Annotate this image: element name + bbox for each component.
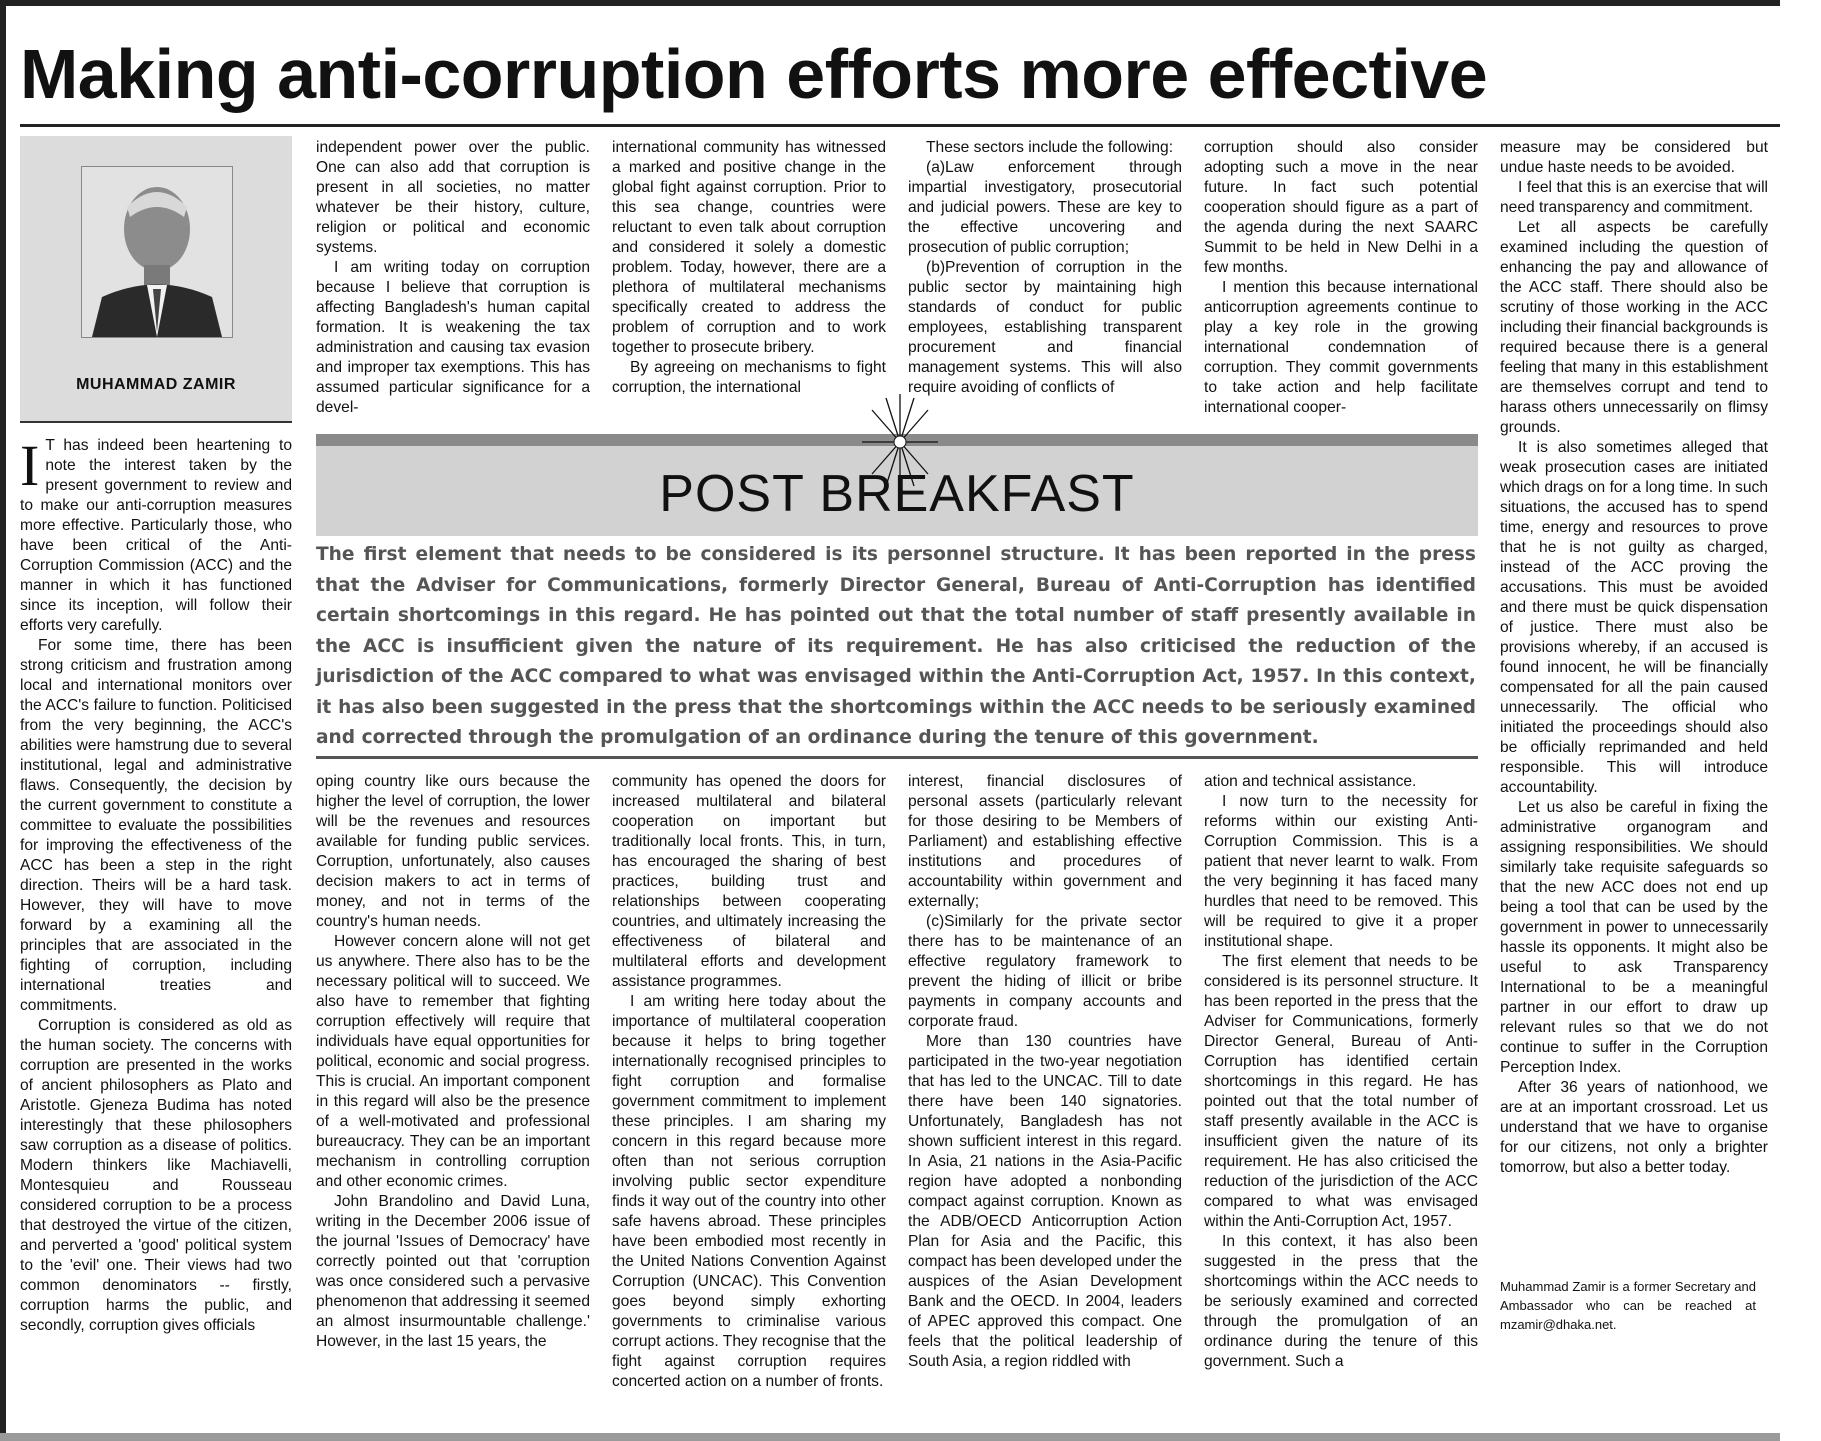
author-photo [81, 166, 233, 338]
paragraph: More than 130 countries have participated in the two-year negotiation that has led to the UNCAC. Till to date there have been 140 signatories. Unfortunately, Bangladesh has not shown sufficient interest in this regard. In Asia, 21 nations in the Asia-Pacific region have adopted a nonbonding compact against corruption. Known as the ADB/OECD Anticorruption Action Plan for Asia and the Pacific, this compact has been developed under the auspices of the Asian Development Bank and the OECD. In 2004, leaders of APEC approved this compact. One feels that the political leadership of South Asia, a region riddled with [908, 1033, 1182, 1370]
page-border-left [0, 0, 6, 1441]
paragraph: interest, financial disclosures of personal assets (particularly relevant for those desiring to be Members of Parliament) and establishing effective institutions and procedures of accountability within government and externally; [908, 773, 1182, 910]
paragraph: For some time, there has been strong criticism and frustration among local and international monitors over the ACC's failure to function. Politicised from the very beginning, the ACC's abilities were hamstrung due to several institutional, legal and administrative flaws. Consequently, the decision by the current government to constitute a committee to evaluate the possibilities for improving the effectiveness of the ACC has been a step in the right direction. Theirs will be a hard task. However, they will have to move forward by a examining all the principles that are associated in the fighting of corruption, including international treaties and commitments. [20, 637, 292, 1014]
paragraph: By agreeing on mechanisms to fight corruption, the international [612, 359, 886, 396]
article-column-1 [20, 436, 292, 1426]
paragraph: T has indeed been heartening to note the interest taken by the present government to review and to make our anti-corruption measures more effective. Particularly those, who have been critical of the Anti-Corruption Commission (ACC) and the manner in which it has functioned since its inception, will follow their efforts very carefully. [20, 437, 292, 634]
article-column-3-top [612, 138, 886, 420]
article-headline: Making anti-corruption efforts more effective [20, 35, 1488, 113]
paragraph: oping country like ours because the higher the level of corruption, the lower will be the revenues and resources available for funding public services. Corruption, unfortunately, also causes decision makers to act in terms of money, and not in terms of the country's human needs. [316, 773, 590, 930]
paragraph: I am writing today on corruption because I believe that corruption is affecting Bangladesh's human capital formation. It is weakening the tax administration and causing tax evasion and improper tax exemptions. This has assumed particular significance for a devel- [316, 259, 590, 416]
starburst-icon [860, 392, 940, 492]
paragraph: ation and technical assistance. [1204, 773, 1417, 790]
column-banner-title: POST BREAKFAST [659, 465, 1135, 523]
paragraph: corruption should also consider adopting such a move in the near future. In fact such potential cooperation should figure as a part of the agenda during the next SAARC Summit to be held in New Delhi in a few months. [1204, 139, 1478, 276]
paragraph: (c)Similarly for the private sector there has to be maintenance of an effective regulatory framework to prevent the hiding of illicit or bribe payments in company accounts and corporate fraud. [908, 913, 1182, 1030]
paragraph: I am writing here today about the importance of multilateral cooperation because it helps to bring together internationally recognised principles to fight corruption and formalise government commitment to implement these principles. I am sharing my concern in this regard because more often than not serious corruption involving public sector expenditure finds it way out of the country into other safe havens abroad. These principles have been embodied most recently in the United Nations Convention Against Corruption (UNCAC). This Convention goes beyond simply exhorting governments to criminalise various corrupt actions. They recognise that the fight against corruption requires concerted action on a number of fronts. [612, 993, 886, 1390]
article-column-5-bottom [1204, 772, 1478, 1432]
article-column-4-bottom [908, 772, 1182, 1432]
paragraph: community has opened the doors for increased multilateral and bilateral cooperation on important but traditionally local fronts. This, in turn, has encouraged the sharing of best practices, building trust and relationships between cooperating countries, and ultimately increasing the effectiveness of bilateral and multilateral efforts and development assistance programmes. [612, 773, 886, 990]
article-column-6 [1500, 138, 1768, 1270]
headline-divider [20, 124, 1780, 127]
paragraph: I now turn to the necessity for reforms within our existing Anti-Corruption Commission. This is a patient that never learnt to walk. From the very beginning it has faced many hurdles that need to be removed. This will be required to give it a proper institutional shape. [1204, 793, 1478, 950]
paragraph: John Brandolino and David Luna, writing in the December 2006 issue of the journal 'Issues of Democracy' have correctly pointed out that 'corruption was once considered such a pervasive phenomenon that addressing it seemed an almost insurmountable challenge.' However, in the last 15 years, the [316, 1193, 590, 1350]
pull-quote: The first element that needs to be considered is its personnel structure. It has been reported in the press that the Adviser for Communications, formerly Director General, Bureau of Anti-Corruption has identified certain shortcomings in this regard. He has pointed out that the total number of staff presently available in the ACC is insufficient given the nature of its requirement. He has also criticised the reduction of the jurisdiction of the ACC compared to what was envisaged within the Anti-Corruption Act, 1957. In this context, it has also been suggested in the press that the shortcomings within the ACC needs to be seriously examined and corrected through the promulgation of an ordinance during the tenure of this government. [316, 544, 1476, 748]
paragraph: These sectors include the following: [926, 139, 1174, 156]
paragraph: (a)Law enforcement through impartial investigatory, prosecutorial and judicial powers. These are key to the effective uncovering and prosecution of public corruption; [908, 159, 1182, 256]
paragraph: After 36 years of nationhood, we are at an important crossroad. Let us understand that we have to organise for our citizens, not only a brighter tomorrow, but also a better today. [1500, 1079, 1768, 1176]
pull-quote-divider [316, 756, 1478, 759]
author-box [20, 136, 292, 421]
article-column-4-top [908, 138, 1182, 420]
paragraph: Let us also be careful in fixing the administrative organogram and assigning responsibilities. We should similarly take requisite safeguards so that the new ACC does not end up being a tool that can be used by the government in power to unnecessarily hassle its opponents. It might also be useful to ask Transparency International to be a meaningful partner in our effort to draw up relevant rules so that we do not continue to suffer in the Corruption Perception Index. [1500, 799, 1768, 1076]
paragraph: In this context, it has also been suggested in the press that the shortcomings within the ACC needs to be seriously examined and corrected through the promulgation of an ordinance during the tenure of this government. Such a [1204, 1233, 1478, 1370]
author-name: MUHAMMAD ZAMIR [76, 376, 236, 393]
author-portrait-icon [82, 167, 232, 337]
paragraph: It is also sometimes alleged that weak prosecution cases are initiated which drags on for a long time. In such situations, the accused has to spend time, energy and resources to prove that he is not guilty as charged, instead of the ACC proving the accusations. This must be avoided and there must be quick dispensation of justice. There must also be provisions whereby, if an accused is found innocent, he will be financially compensated for all the pain caused unnecessarily. The official who initiated the proceedings should also be officially reprimanded and held responsible. This will introduce accountability. [1500, 439, 1768, 796]
article-column-2-top [316, 138, 590, 420]
paragraph: (b)Prevention of corruption in the public sector by maintaining high standards of conduct for public employees, establishing transparent procurement and financial management systems. This will also require avoiding of conflicts of [908, 259, 1182, 396]
paragraph: Corruption is considered as old as the human society. The concerns with corruption are presented in the works of ancient philosophers as Plato and Aristotle. Gjeneza Budima has noted interestingly that these philosophers saw corruption as a disease of politics. Modern thinkers like Machiavelli, Montesquieu and Rousseau considered corruption to be a process that destroyed the virtue of the citizen, and perverted a 'good' political system to the 'evil' one. Their views had two common denominators -- firstly, corruption harms the public, and secondly, corruption gives officials [20, 1017, 292, 1334]
page-border-top [0, 0, 1780, 6]
drop-cap: I [20, 436, 40, 498]
paragraph: independent power over the public. One can also add that corruption is present in all societies, no matter whatever be their history, culture, religion or political and economic systems. [316, 139, 590, 256]
article-column-2-bottom [316, 772, 590, 1432]
article-column-3-bottom [612, 772, 886, 1432]
author-divider [20, 421, 292, 423]
paragraph: The first element that needs to be considered is its personnel structure. It has been reported in the press that the Adviser for Communications, formerly Director General, Bureau of Anti-Corruption has identified certain shortcomings in this regard. He has pointed out that the total number of staff presently available in the ACC is insufficient given the nature of its requirement. He has also criticised the reduction of the jurisdiction of the ACC compared to what was envisaged within the Anti-Corruption Act, 1957. [1204, 953, 1478, 1230]
paragraph: However concern alone will not get us anywhere. There also has to be the necessary political will to succeed. We also have to remember that fighting corruption effectively will require that individuals have equal opportunities for political, economic and social progress. This is crucial. An important component in this regard will also be the presence of a well-motivated and professional bureaucracy. They can be an important mechanism in controlling corruption and other economic crimes. [316, 933, 590, 1190]
page-border-bottom [0, 1433, 1780, 1441]
paragraph: measure may be considered but undue haste needs to be avoided. [1500, 139, 1768, 176]
paragraph: I feel that this is an exercise that will need transparency and commitment. [1500, 179, 1768, 216]
paragraph: international community has witnessed a marked and positive change in the global fight against corruption. Prior to this sea change, countries were reluctant to even talk about corruption and considered it solely a domestic problem. Today, however, there are a plethora of multilateral mechanisms specifically created to address the problem of corruption and to work together to prosecute bribery. [612, 139, 886, 356]
paragraph: Let all aspects be carefully examined including the question of enhancing the pay and allowance of the ACC staff. There should also be scrutiny of those working in the ACC including their financial backgrounds is required because there is a general feeling that many in this establishment are themselves corrupt and tend to harass others unnecessarily on flimsy grounds. [1500, 219, 1768, 436]
author-bio: Muhammad Zamir is a former Secretary and Ambassador who can be reached at mzamir@dhaka.net. [1500, 1279, 1756, 1332]
article-column-5-top [1204, 138, 1478, 420]
paragraph: I mention this because international anticorruption agreements continue to play a key role in the growing international condemnation of corruption. They commit governments to take action and help facilitate international cooper- [1204, 279, 1478, 416]
